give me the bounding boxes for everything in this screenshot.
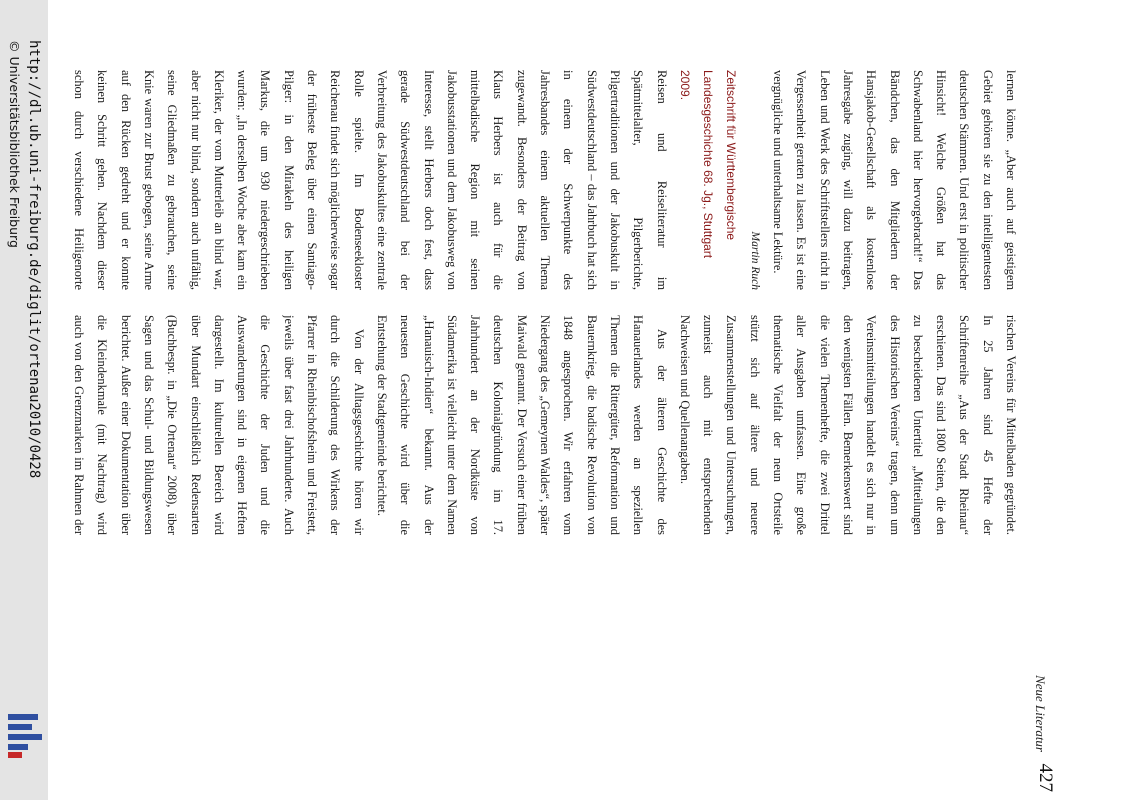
author-signature: Martin Ruch bbox=[748, 231, 761, 290]
paragraph: Reisen und Reiseliteratur im Spätmittelalter, Pilgerberichte, Pilgertraditionen und der Jakobuskult in Südwestdeutschland – das Jahrbuch hat sich in einem der Schwerpunkte des Jahresbandes einem aktuellen Thema zugewandt. Besonders der Beitrag von Klaus Herbers ist auch für die mittelbadische Region mit seinen Jakobusstationen und dem Jakobusweg von Interesse, stellt Herbers doch fest, dass gerade Südwestdeutschland bei der Verbreitung des Jakobuskultes eine zentrale Rolle spielte. Im Bodenseekloster Reichenau findet sich möglicherweise sogar der früheste Beleg über einen Santiago-Pilger: in den Mirakeln des heiligen Markus, die um 930 niedergeschrieben wurden: „In derselben Woche aber kam ein Kleriker, der vom Mutterleib an blind war, aber nicht nur blind, sondern auch unfähig, seine Gliedmaßen zu gebrauchen, seine Knie waren zur Brust gebogen, seine Arme auf den Rücken gedreht und er konnte keinen Schritt gehen. Nachdem dieser schon durch verschiedene Heiligenorte bbox=[72, 70, 669, 290]
footer-copyright: © Universitätsbibliothek Freiburg bbox=[7, 40, 22, 248]
text-column-left bbox=[62, 70, 1022, 290]
page-number: 427 bbox=[1035, 763, 1056, 792]
footer-url-link[interactable]: http://dl.ub.uni-freiburg.de/diglit/ortenau2010/0428 bbox=[26, 40, 42, 479]
article-heading: Zeitschrift für Württembergische Landesgeschichte 68. Jg., Stuttgart 2009. bbox=[677, 70, 739, 259]
paragraph: Von der Alltagsgeschichte hören wir durch die Schilderung des Wirkens der Pfarrer in Rheinbischofsheim und Freistett, jeweils über fast drei Jahrhunderte. Auch die Geschichte der Juden und die Auswanderungen sind in eigenen Heften dargestellt. Im kulturellen Bereich wird über Mundart einschließlich Redensarten (Buchbespr. in „Die Ortenau“ 2008), über Sagen und das Schul- und Bildungswesen berichtet. Außer einer Dokumentation über die Kleindenkmale (mit Nachtrag) wird auch von den Grenzmarken im Rahmen der bbox=[72, 315, 366, 535]
library-logo-icon bbox=[4, 712, 42, 760]
paragraph: lernen könne. „Aber auch auf geistigem Gebiet gehören sie zu den intelligentesten deutschen Stämmen. Und erst in politischer Hinsicht! Welche Größen hat das Schwabenland hier hervorgebracht!“ Das Bändchen, das den Mitgliedern der Hansjakob-Gesellschaft als kostenlose Jahresgabe zuging, will dazu beitragen, Leben und Werk des Schriftstellers nicht in Vergessenheit geraten zu lassen. Es ist eine vergnügliche und unterhaltsame Lektüre. bbox=[771, 70, 1018, 290]
paragraph: rischen Vereins für Mittelbaden gegründet. In 25 Jahren sind 45 Hefte der Schriftenreihe „Aus der Stadt Rheinau“ erschienen. Das sind 1800 Seiten, die den zu bescheidenen Untertitel „Mitteilungen des Historischen Vereins“ tragen, denn um Vereinsmitteilungen handelt es sich nur in den wenigsten Fällen. Bemerkenswert sind die vielen Themenhefte, die zwei Drittel aller Ausgaben umfassen. Eine große thematische Vielfalt der neun Ortsteile stützt sich auf ältere und neuere Zusammenstellungen und Untersuchungen, zumeist auch mit entsprechenden Nachweisen und Quellenangaben. bbox=[677, 315, 1018, 535]
paragraph: Aus der älteren Geschichte des Hanauerlandes werden an speziellen Themen die Rittergüter, Reformation und Bauernkrieg, die badische Revolution von 1848 angesprochen. Wir erfahren vom Niedergang des „Gemeynen Waldes“, später Maiwald genannt. Der Versuch einer frühen deutschen Kolonialgründung im 17. Jahrhundert an der Nordküste von Südamerika ist vielleicht unter dem Namen „Hanauisch-Indien“ bekannt. Aus der neuesten Geschichte wird über die Entstehung der Stadtgemeinde berichtet. bbox=[374, 315, 669, 535]
text-column-right bbox=[62, 315, 1022, 535]
footer-strip bbox=[0, 0, 48, 800]
page-header bbox=[1033, 0, 1076, 800]
running-head: Neue Literatur bbox=[1033, 675, 1048, 752]
page-body bbox=[62, 70, 1022, 795]
